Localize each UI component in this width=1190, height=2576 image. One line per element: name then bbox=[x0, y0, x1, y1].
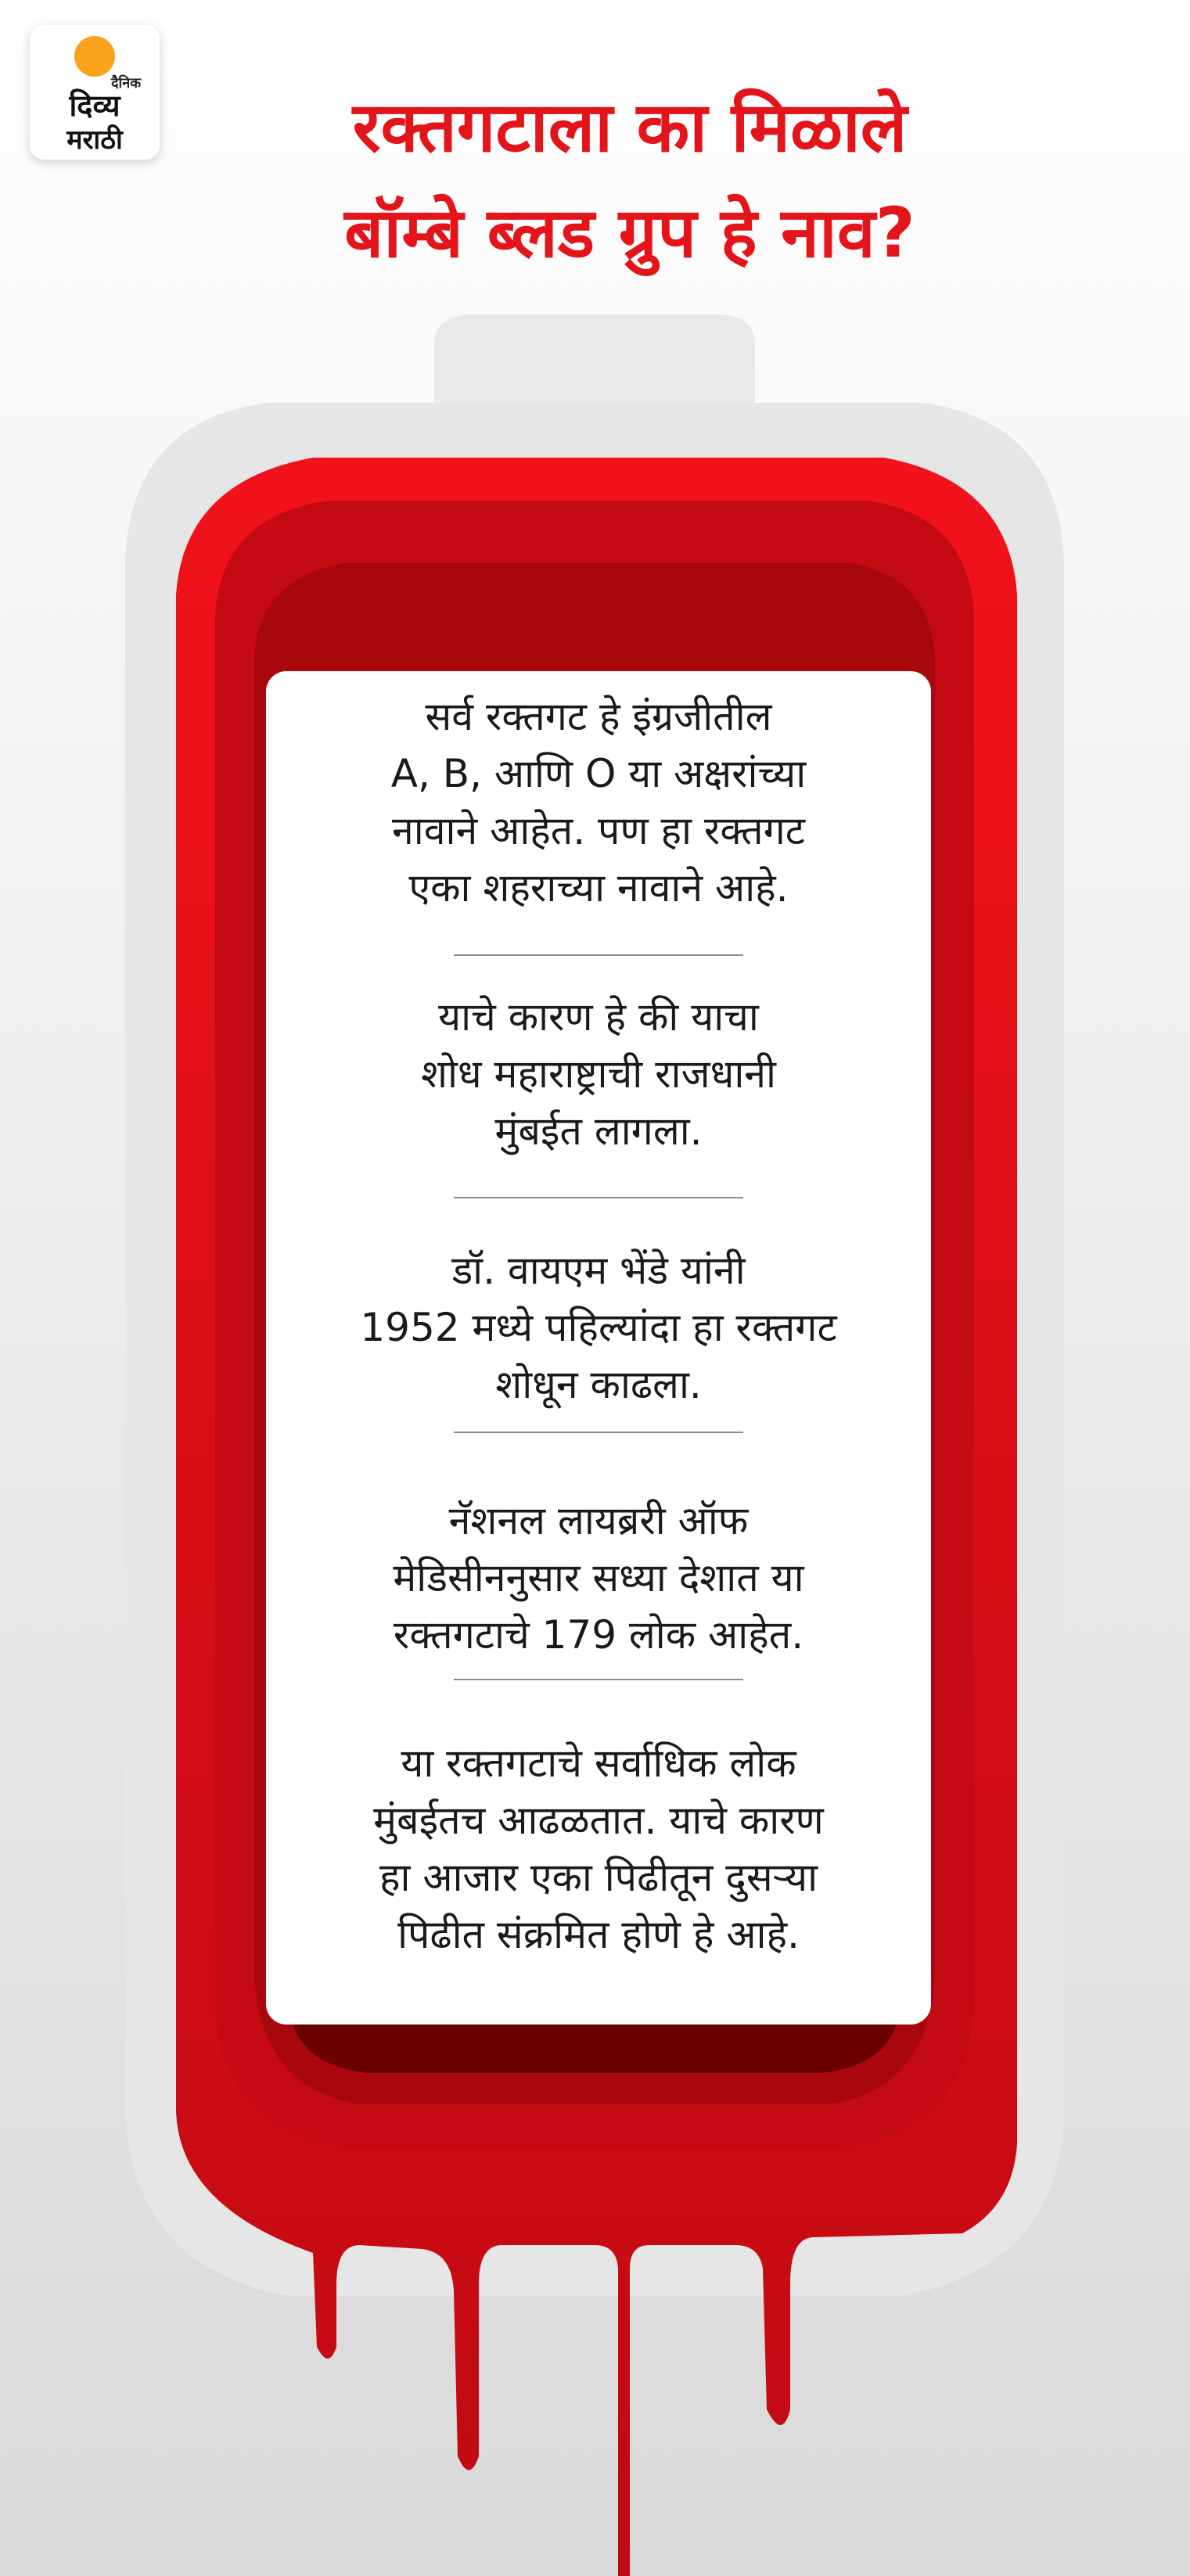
page-title bbox=[196, 74, 1064, 286]
info-line: मेडिसीननुसार सध्या देशात या bbox=[393, 1555, 804, 1601]
info-line: सर्व रक्तगट हे इंग्रजीतील bbox=[425, 694, 772, 739]
info-line: शोधून काढला. bbox=[495, 1362, 702, 1407]
section-divider bbox=[454, 1679, 743, 1680]
section-divider bbox=[454, 954, 743, 956]
sun-icon bbox=[74, 36, 115, 77]
brand-logo bbox=[30, 25, 160, 160]
info-line: याचे कारण हे की याचा bbox=[438, 994, 759, 1040]
section-divider bbox=[454, 1197, 743, 1198]
info-line: शोध महाराष्ट्राची राजधानी bbox=[420, 1051, 777, 1097]
info-line: मुंबईत लागला. bbox=[494, 1108, 703, 1154]
info-section-1 bbox=[266, 688, 931, 917]
logo-line2: मराठी bbox=[67, 124, 123, 156]
title-line1: रक्तगटाला का मिळाले bbox=[352, 87, 908, 167]
info-line: मुंबईतच आढळतात. याचे कारण bbox=[373, 1798, 824, 1843]
info-line: हा आजार एका पिढीतून दुसऱ्या bbox=[379, 1855, 818, 1900]
section-divider bbox=[454, 1432, 743, 1433]
info-line: नावाने आहेत. पण हा रक्तगट bbox=[392, 808, 805, 853]
info-line: या रक्तगटाचे सर्वाधिक लोक bbox=[401, 1741, 796, 1786]
info-section-4 bbox=[266, 1493, 931, 1664]
logo-small-text: दैनिक bbox=[111, 75, 142, 92]
info-section-3 bbox=[266, 1242, 931, 1414]
title-line2: बॉम्बे ब्लड ग्रुप हे नाव? bbox=[344, 192, 915, 273]
info-line: नॅशनल लायब्ररी ऑफ bbox=[448, 1498, 749, 1543]
logo-line1: दिव्य bbox=[69, 88, 120, 123]
info-line: एका शहराच्या नावाने आहे. bbox=[408, 865, 789, 911]
info-section-2 bbox=[266, 989, 931, 1160]
info-line: डॉ. वायएम भेंडे यांनी bbox=[451, 1248, 746, 1293]
info-line: रक्तगटाचे 179 लोक आहेत. bbox=[393, 1612, 804, 1658]
info-section-5 bbox=[266, 1735, 931, 1963]
bag-cap bbox=[434, 314, 755, 403]
info-line: A, B, आणि O या अक्षरांच्या bbox=[390, 751, 807, 796]
info-line: पिढीत संक्रमित होणे हे आहे. bbox=[397, 1912, 800, 1957]
info-line: 1952 मध्ये पहिल्यांदा हा रक्तगट bbox=[360, 1305, 837, 1350]
info-card bbox=[266, 671, 931, 2025]
